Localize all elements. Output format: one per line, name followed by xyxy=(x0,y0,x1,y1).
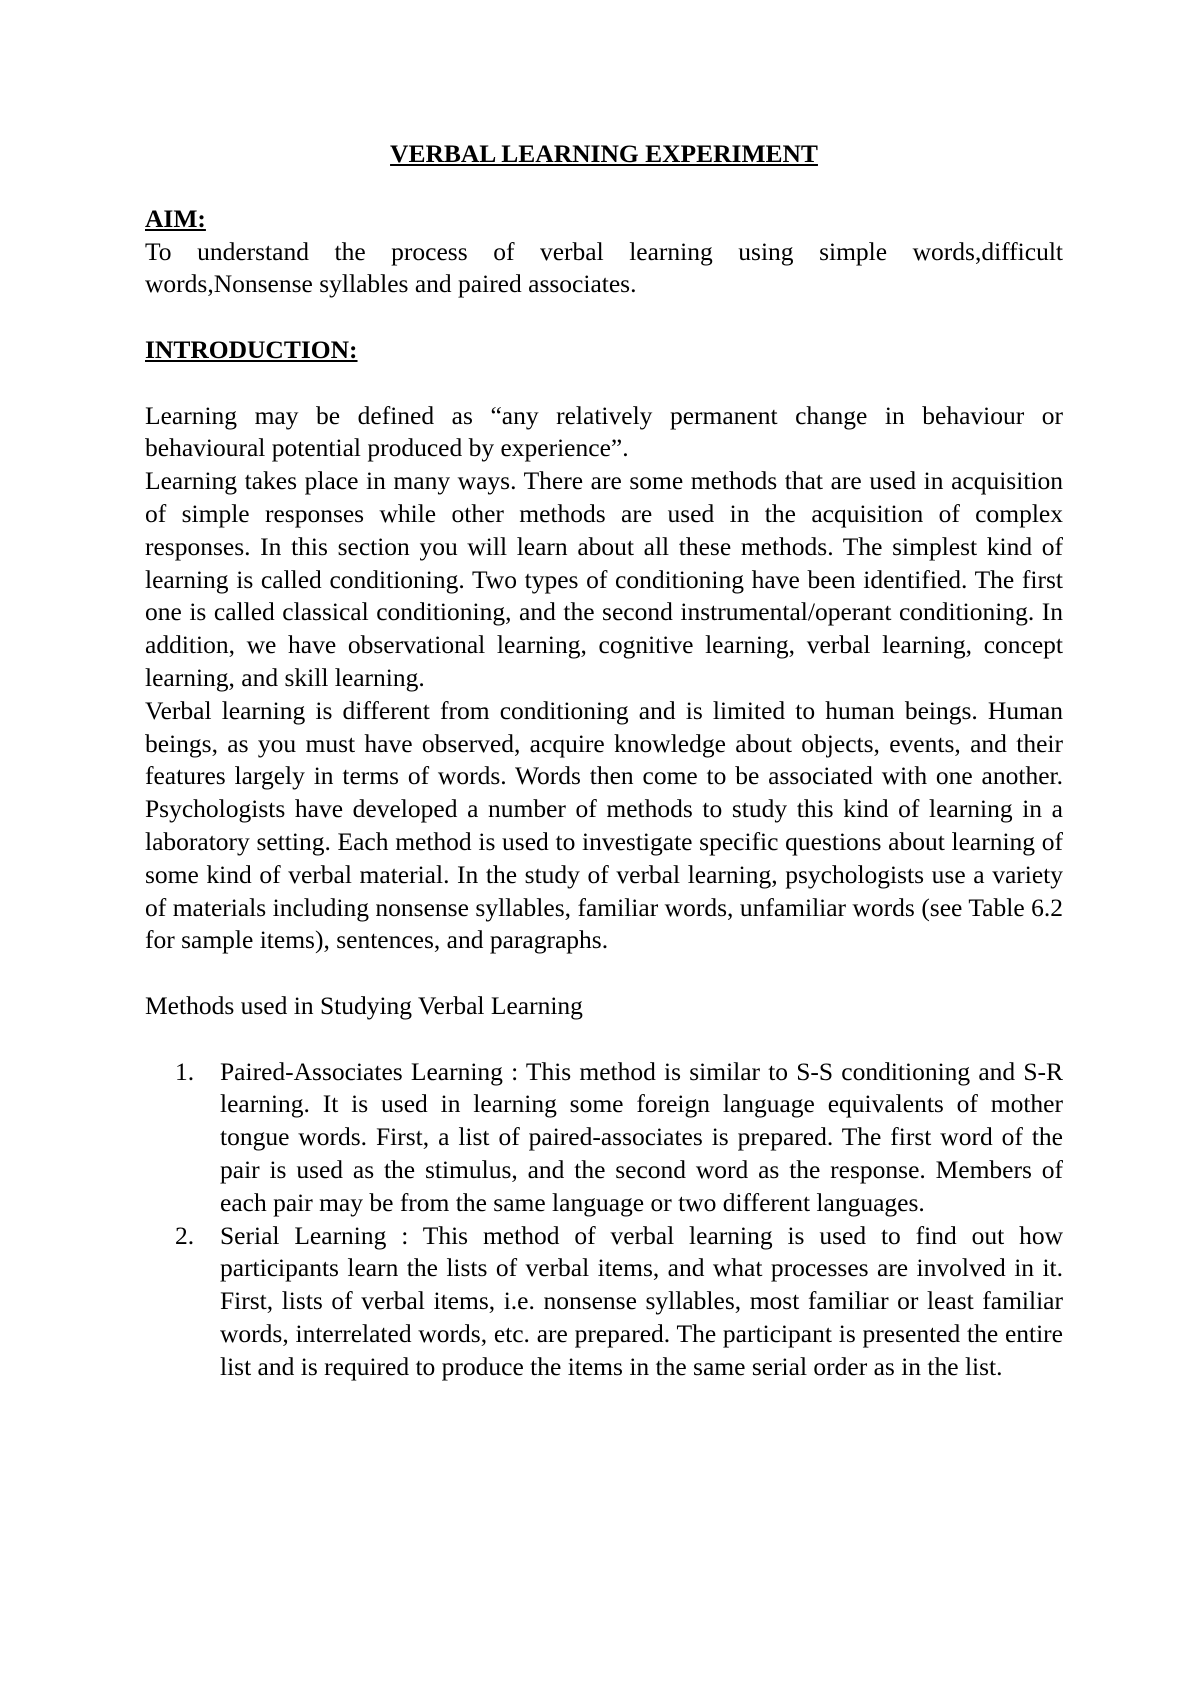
intro-paragraph: Learning may be defined as “any relatively permanent change in behaviour or behavioural potential produced by experience”. xyxy=(145,400,1063,463)
list-item-text: Serial Learning : This method of verbal learning is used to find out how participants learn the lists of verbal items, and what processes are involved in it. First, lists of verbal items, i.e. nonsense syllables, most familiar or least familiar words, interrelated words, etc. are prepared. The participant is presented the entire list and is required to produce the items in the same serial order as in the list. xyxy=(220,1220,1063,1381)
spacer xyxy=(145,367,1063,400)
spacer xyxy=(145,301,1063,334)
document-title: VERBAL LEARNING EXPERIMENT xyxy=(390,139,818,168)
list-item-number: 2. xyxy=(175,1220,195,1250)
introduction-heading: INTRODUCTION: xyxy=(145,334,358,364)
document-page xyxy=(145,138,1063,1383)
aim-text: To understand the process of verbal learning using simple words,difficult words,Nonsense syllables and paired associates. xyxy=(145,236,1063,299)
list-item-number: 1. xyxy=(175,1056,195,1086)
methods-title: Methods used in Studying Verbal Learning xyxy=(145,990,583,1020)
list-item xyxy=(145,1220,1063,1384)
methods-list xyxy=(145,1056,1063,1384)
list-item-text: Paired-Associates Learning : This method is similar to S-S conditioning and S-R learning. It is used in learning some foreign language equivalents of mother tongue words. First, a list of paired-associates is prepared. The first word of the pair is used as the stimulus, and the second word as the response. Members of each pair may be from the same language or two different languages. xyxy=(220,1056,1063,1217)
intro-paragraph: Verbal learning is different from conditioning and is limited to human beings. Human beings, as you must have observed, acquire knowledge about objects, events, and their features largely in terms of words. Words then come to be associated with one another. Psychologists have developed a number of methods to study this kind of learning in a laboratory setting. Each method is used to investigate specific questions about learning of some kind of verbal material. In the study of verbal learning, psychologists use a variety of materials including nonsense syllables, familiar words, unfamiliar words (see Table 6.2 for sample items), sentences, and paragraphs. xyxy=(145,695,1063,955)
spacer xyxy=(145,957,1063,990)
intro-paragraph: Learning takes place in many ways. There are some methods that are used in acquisition of simple responses while other methods are used in the acquisition of complex responses. In this section you will learn about all these methods. The simplest kind of learning is called conditioning. Two types of conditioning have been identified. The first one is called classical conditioning, and the second instrumental/operant conditioning. In addition, we have observational learning, cognitive learning, verbal learning, concept learning, and skill learning. xyxy=(145,466,1063,692)
aim-heading: AIM: xyxy=(145,203,206,233)
list-item xyxy=(145,1056,1063,1220)
